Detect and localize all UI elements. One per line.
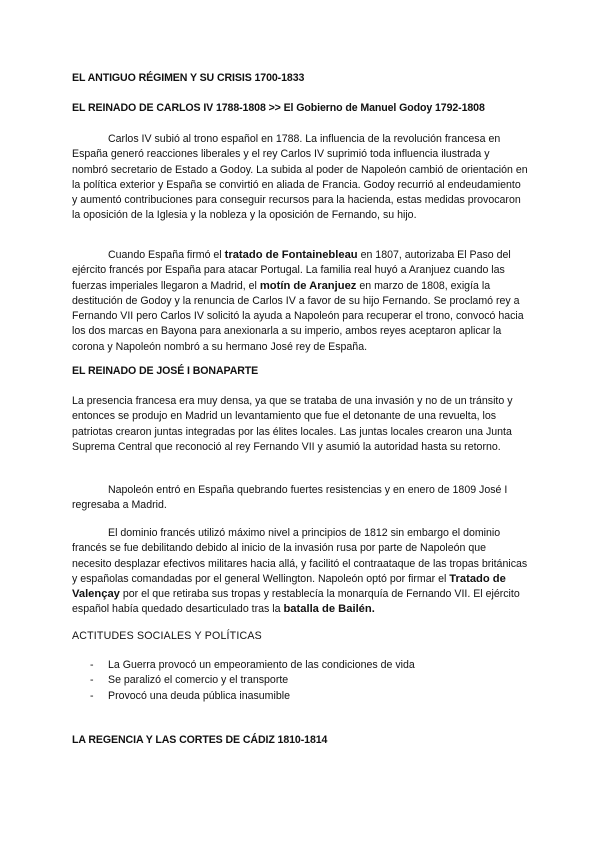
bold-motin-aranjuez: motín de Aranjuez — [259, 279, 357, 292]
document-title: EL ANTIGUO RÉGIMEN Y SU CRISIS 1700-1833 — [72, 72, 305, 84]
bold-batalla-bailen: batalla de Bailén. — [283, 603, 375, 616]
list-item-text: La Guerra provocó un empeoramiento de las condiciones de vida — [108, 659, 415, 671]
text-run: por el que retiraba sus tropas y restablecía la monarquía de Fernando VII. El ejército español había quedado desarticulado tras la — [72, 588, 520, 616]
text-run: Cuando España firmó el — [108, 249, 225, 261]
dash-bullet: - — [90, 659, 94, 671]
dash-bullet: - — [90, 689, 94, 702]
section-heading-jose-i: EL REINADO DE JOSÉ I BONAPARTE — [72, 365, 259, 377]
list-item — [72, 689, 415, 704]
paragraph-fontainebleau — [72, 248, 528, 355]
paragraph-dominio-frances — [72, 526, 528, 618]
text-run: en marzo de 1808, exigía la destitución de Godoy y la renuncia de Carlos IV a favor de su hijo Fernando. Se proclamó rey a Fernando VII pero Carlos IV solicitó la ayuda a Napoleón para recuperar el trono, convocó hacia los dos marcas en Bayona para anexionarla a su imperio, ambos reyes aceptaron aplicar la corona y Napoleón nombró a su hermano José rey de España. — [72, 279, 524, 353]
list-item — [72, 658, 415, 673]
list-item — [72, 673, 415, 688]
list-item-text: Provocó una deuda pública inasumible — [108, 689, 290, 702]
paragraph-carlos-iv: Carlos IV subió al trono español en 1788. La influencia de la revolución francesa en España generó reacciones liberales y el rey Carlos IV suprimió toda influencia ilustrada y nombró secretario de Estado a Godoy. La subida al poder de Napoleón cambió de orientación en la política exterior y España se convirtió en aliada de Francia. Godoy recurrió al endeudamiento y aumentó contribuciones para conseguir recursos para la hacienda, estas medidas provocaron la oposición de la Iglesia y la nobleza y la oposición de Fernando, su hijo. — [72, 133, 528, 222]
bold-tratado-valencay: Tratado de Valençay — [72, 572, 506, 601]
section-heading-actitudes: ACTITUDES SOCIALES Y POLÍTICAS — [72, 630, 262, 642]
text-run: en 1807, autorizaba El Paso del ejército francés por España para atacar Portugal. La familia real huyó a Aranjuez cuando las fuerzas imperiales llegaron a Madrid, el — [72, 249, 511, 292]
bold-tratado-fontainebleau: tratado de Fontainebleau — [224, 249, 358, 261]
section-heading-regencia: LA REGENCIA Y LAS CORTES DE CÁDIZ 1810-1814 — [72, 734, 328, 746]
section-heading-carlos-iv: EL REINADO DE CARLOS IV 1788-1808 >> El Gobierno de Manuel Godoy 1792-1808 — [72, 102, 485, 114]
paragraph-presencia-francesa: La presencia francesa era muy densa, ya que se trataba de una invasión y no de un tránsito y entonces se produjo en Madrid un levantamiento que fue el detonante de una revuelta, los patriotas crearon juntas integradas por las élites locales. Las juntas locales crearon una Junta Suprema Central que reconoció al rey Fernando VII y asumió la autoridad hasta su retorno. — [72, 395, 513, 453]
text-run: El dominio francés utilizó máximo nivel a principios de 1812 sin embargo el dominio francés se fue debilitando debido al inicio de la invasión rusa por parte de Napoleón que necesito desplazar efectivos militares hacia allá, y facilitó el contraataque de las tropas británicas y españolas comandadas por el general Wellington. Napoleón optó por firmar el — [72, 527, 528, 585]
paragraph-napoleon-entro: Napoleón entró en España quebrando fuertes resistencias y en enero de 1809 José I regresaba a Madrid. — [72, 484, 508, 512]
list-item-text: Se paralizó el comercio y el transporte — [108, 674, 289, 687]
actitudes-list — [72, 658, 415, 704]
dash-bullet: - — [90, 674, 94, 687]
